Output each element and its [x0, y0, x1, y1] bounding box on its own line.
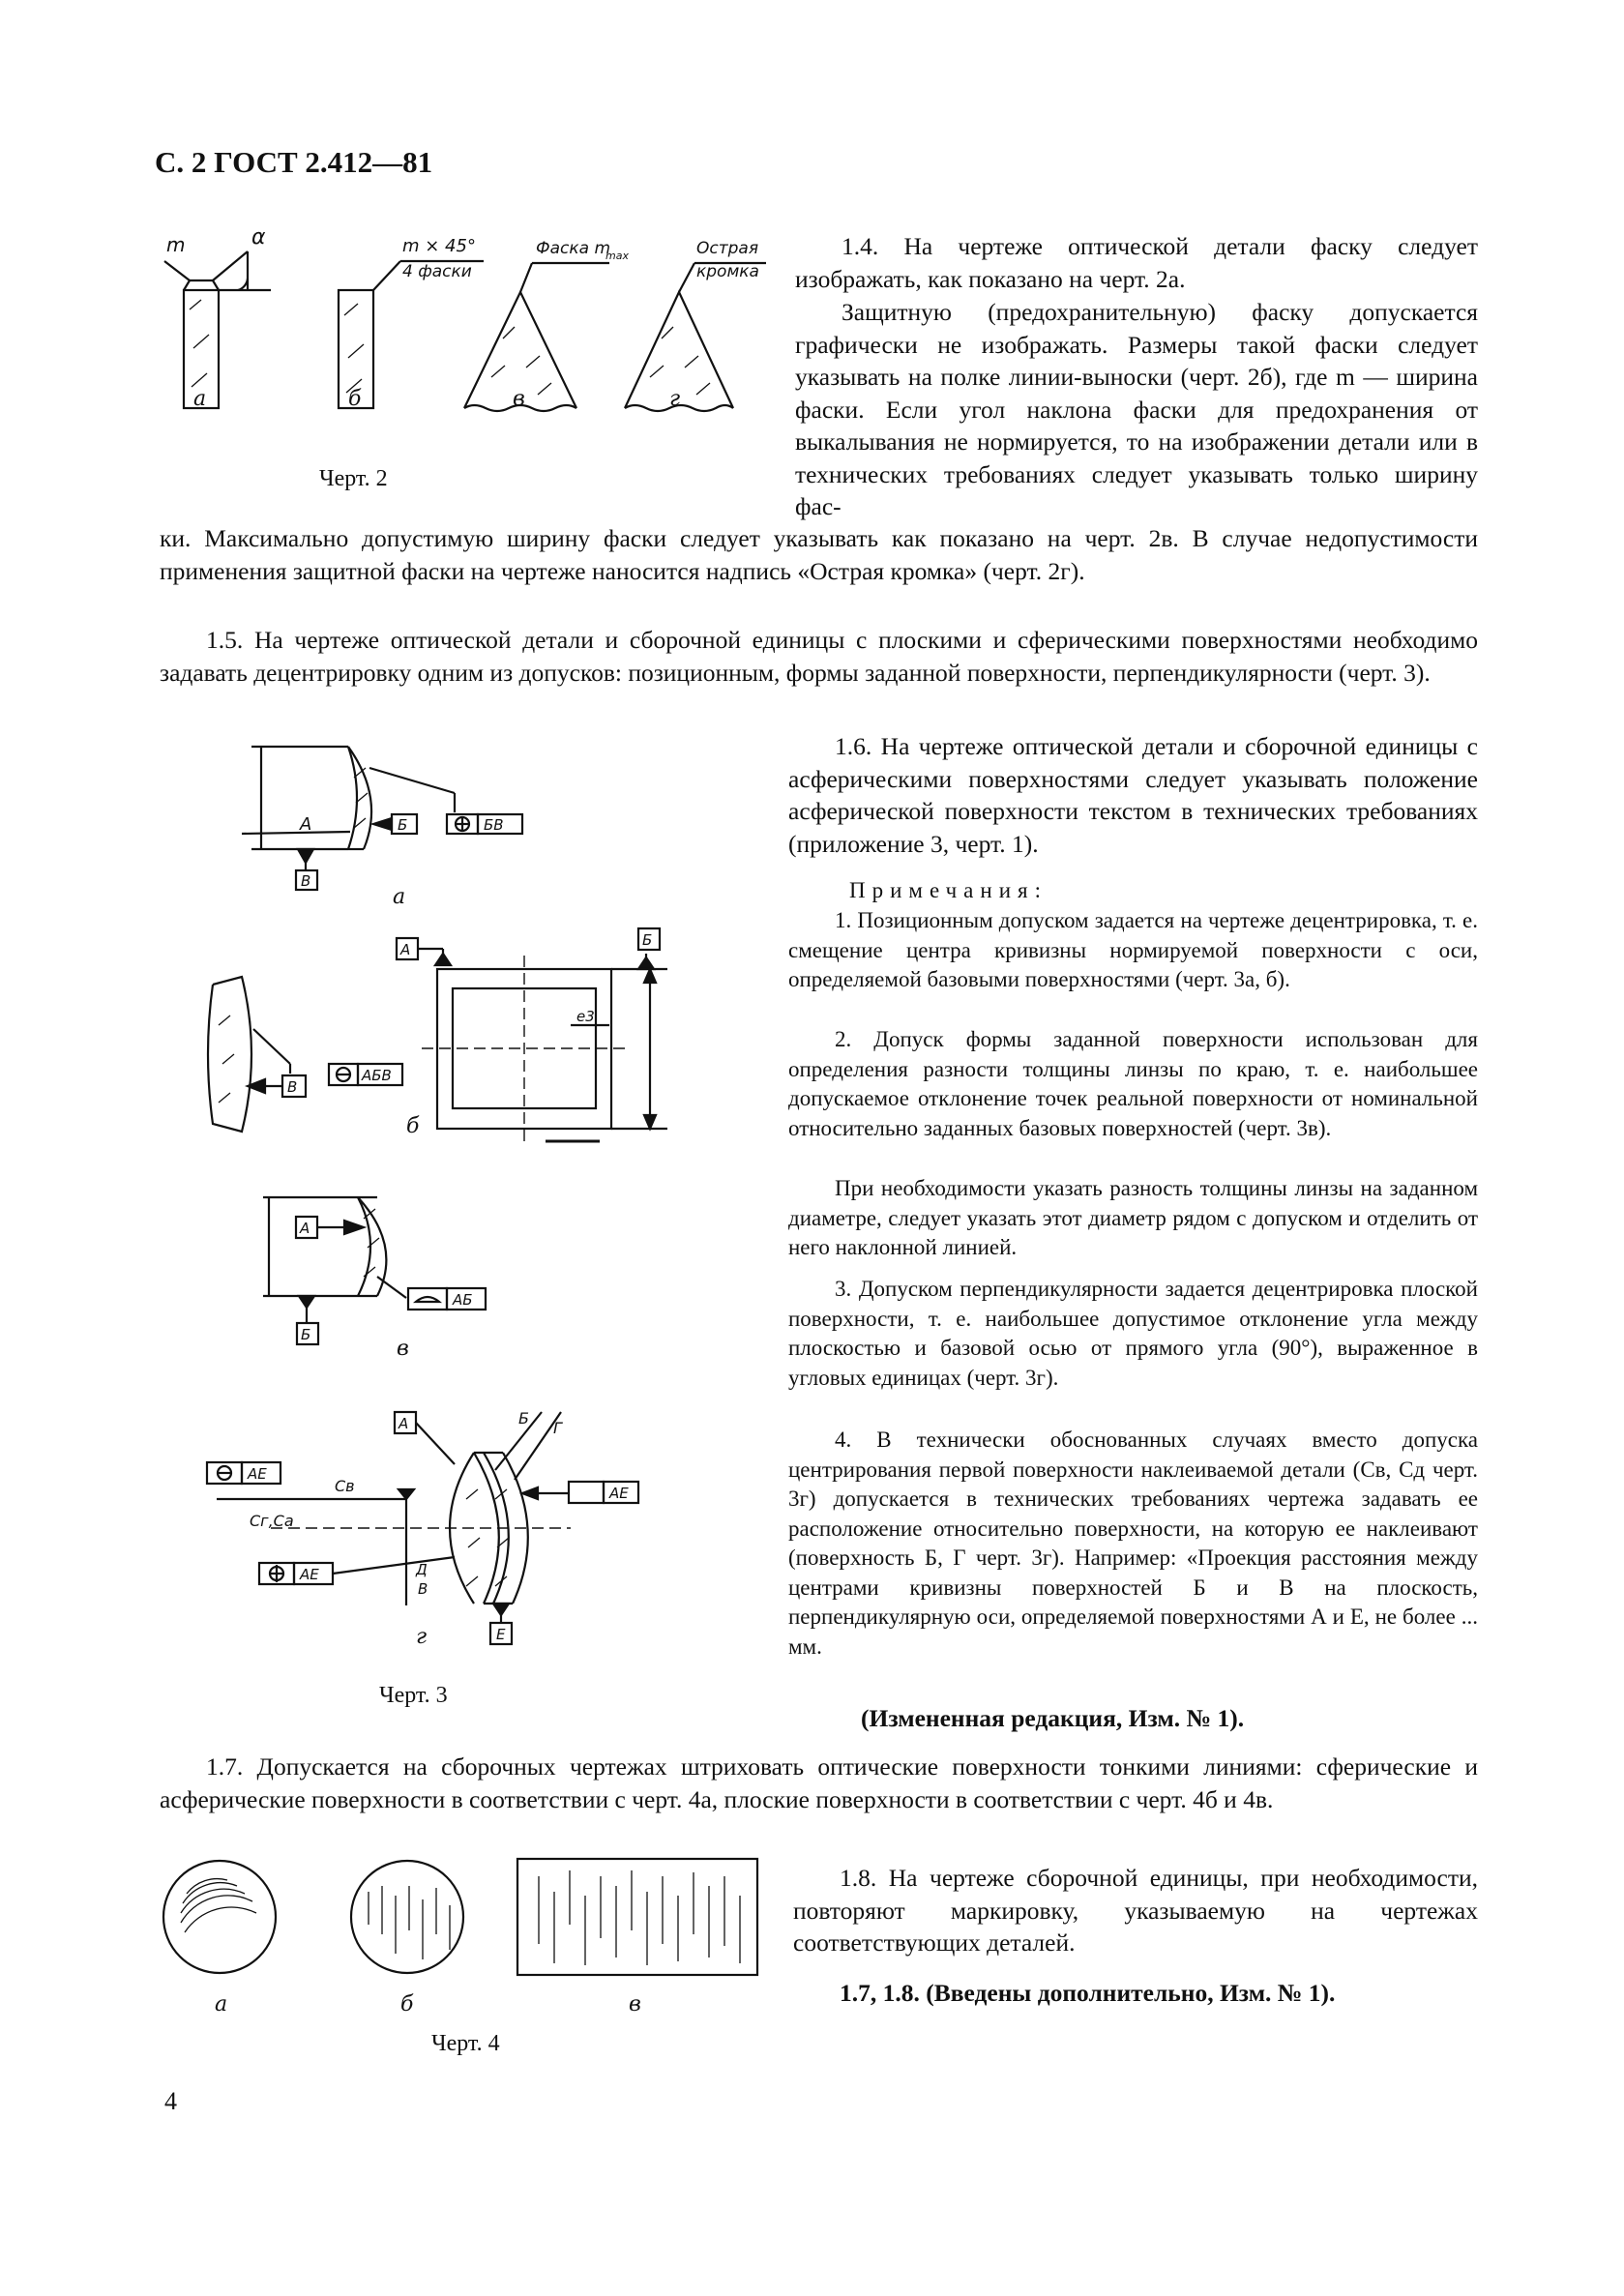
- fig3a-V: В: [301, 872, 311, 890]
- fig3v-A: А: [300, 1220, 310, 1237]
- figure-2: [155, 222, 774, 416]
- fig2-label-v: в: [513, 387, 525, 411]
- fig3g-B: Б: [518, 1409, 529, 1428]
- fig3a-BV: БВ: [484, 816, 504, 834]
- figure-4: [160, 1857, 769, 1983]
- fig3g-G: Г: [553, 1419, 562, 1437]
- figure-3: [193, 735, 793, 1663]
- fig2-label-b: б: [348, 387, 362, 411]
- paragraph-1-8: 1.8. На чертеже сборочной единицы, при необходимости, повторяют маркировку, указываемую на чертежах соответствующих деталей.: [793, 1864, 1478, 1957]
- note-1: 1. Позиционным допуском задается на чертеже децентрировка, т. е. смещение центра кривизны нормируемой поверхности с оси, определяемой базовыми поверхностями (черт. 3а, б).: [788, 908, 1478, 991]
- note-3: 3. Допуском перпендикулярности задается децентрировка плоской поверхности, т. е. наибольшее допустимое отклонение угла между плоскостью и базовой осью от прямого угла (90°), выраженное в угловых единицах (черт. 3г).: [788, 1277, 1478, 1390]
- fig3g-V: В: [418, 1580, 428, 1598]
- fig2-m-label: m: [166, 233, 186, 256]
- paragraph-1-4c: ки. Максимально допустимую ширину фаски следует указывать как показано на черт. 2в. В случае недопустимости применения защитной фаски на чертеже наносится надпись «Острая кромка» (черт. 2г).: [160, 524, 1478, 585]
- page-number: 4: [164, 2087, 177, 2115]
- fig3v-AB: АБ: [453, 1291, 473, 1309]
- paragraph-1-6: 1.6. На чертеже оптической детали и сборочной единицы с асферическими поверхностями следует указывать положение асферической поверхности текстом в технических требованиях (приложение 3, черт. 1).: [788, 732, 1478, 858]
- fig3b-A: А: [400, 941, 411, 958]
- fig4-label-b: б: [400, 1992, 414, 2016]
- fig4a-circle: [163, 1861, 276, 1973]
- fig3a-B: Б: [398, 816, 408, 834]
- fig3-label-g: г: [416, 1625, 428, 1649]
- fig3-label-v: в: [397, 1337, 409, 1361]
- fig3g-A: А: [399, 1415, 409, 1432]
- fig4v-rect: [517, 1859, 757, 1975]
- fig2-alpha-label: α: [251, 225, 266, 250]
- fig3b-V: В: [287, 1078, 298, 1096]
- fig2v-sub: max: [605, 250, 629, 262]
- changed-edition: (Измененная редакция, Изм. № 1).: [861, 1704, 1245, 1732]
- note-2b: При необходимости указать разность толщины линзы на заданном диаметре, следует указать этот диаметр рядом с допуском и отделить от него наклонной линией.: [788, 1176, 1478, 1259]
- fig3v-B: Б: [301, 1326, 311, 1343]
- fig3b-ABV: АБВ: [362, 1067, 392, 1084]
- fig4-caption: Черт. 4: [431, 2031, 500, 2056]
- fig2b-note2: 4 фаски: [402, 262, 472, 281]
- fig3g-E: Е: [496, 1626, 506, 1643]
- paragraph-1-4b: Защитную (предохранительную) фаску допускается графически не изображать. Размеры такой фаски следует указывать на полке линии-выноски (черт. 2б), где m — ширина фаски. Если угол наклона фаски для предохранения от выкалывания не нормируется, то на изображении детали или в технических требованиях следует указывать только ширину фас-: [795, 298, 1478, 520]
- fig2v-note: Фаска m: [536, 239, 611, 258]
- fig2-label-a: а: [193, 387, 207, 411]
- fig3g-AE-top: АЕ: [248, 1465, 267, 1483]
- fig3g-D: Д: [416, 1561, 428, 1578]
- fig4-label-v: в: [629, 1992, 641, 2016]
- notes-title: Примечания:: [849, 878, 1048, 902]
- fig3-label-a: а: [393, 885, 406, 909]
- paragraph-1-4: 1.4. На чертеже оптической детали фаску следует изображать, как показано на черт. 2а.: [795, 232, 1478, 293]
- fig3g-AE-right: АЕ: [609, 1485, 629, 1502]
- fig3g-AE-bottom: АЕ: [300, 1566, 319, 1583]
- fig3b-B: Б: [642, 931, 653, 949]
- fig2g-note2: кромка: [696, 262, 759, 281]
- fig3b-e3: е3: [576, 1008, 595, 1025]
- fig3a-lens-left: [348, 747, 357, 849]
- fig4-label-a: а: [215, 1992, 228, 2016]
- fig3g-Cv: Cв: [335, 1477, 355, 1495]
- page-header: С. 2 ГОСТ 2.412—81: [155, 145, 433, 179]
- fig2b-note1: m × 45°: [402, 236, 476, 256]
- fig2-label-g: г: [669, 387, 681, 411]
- fig3g-CgCa: Cг,Cа: [250, 1512, 294, 1530]
- paragraph-1-5: 1.5. На чертеже оптической детали и сборочной единицы с плоскими и сферическими поверхностями необходимо задавать децентрировку одним из допусков: позиционным, формы заданной поверхности, перпендикулярности (черт. 3).: [160, 626, 1478, 687]
- note-4: 4. В технически обоснованных случаях вместо допуска центрирования первой поверхности наклеиваемой детали (Cв, Cд черт. 3г) допускается в технических требованиях чертежа задавать ее расположение относительно поверхности, на которую ее наклеивают (поверхность Б, Г черт. 3г). Например: «Проекция расстояния между центрами кривизны поверхностей Б и В на плоскость, перпендикулярную оси, определяемой поверхностями А и Е, не более ... мм.: [788, 1428, 1478, 1659]
- note-2: 2. Допуск формы заданной поверхности использован для определения разности толщины линзы по краю, т. е. наибольшее допускаемое отклонение точек реальной поверхности от номинальной относительно заданных базовых поверхностей (черт. 3в).: [788, 1027, 1478, 1140]
- fig2g-note1: Острая: [696, 239, 759, 258]
- fig3a-A: А: [300, 814, 312, 835]
- paragraph-1-7-1-8-note: 1.7, 1.8. (Введены дополнительно, Изм. № 1).: [840, 1979, 1336, 2007]
- paragraph-1-7: 1.7. Допускается на сборочных чертежах штриховать оптические поверхности тонкими линиями: сферические и асферические поверхности в соответствии с черт. 4а, плоские поверхности в соответствии с черт. 4б и 4в.: [160, 1752, 1478, 1813]
- fig3-label-b: б: [406, 1114, 420, 1138]
- fig2-caption: Черт. 2: [319, 466, 388, 491]
- fig3-caption: Черт. 3: [379, 1683, 448, 1708]
- fig3b-lens: [208, 977, 251, 1132]
